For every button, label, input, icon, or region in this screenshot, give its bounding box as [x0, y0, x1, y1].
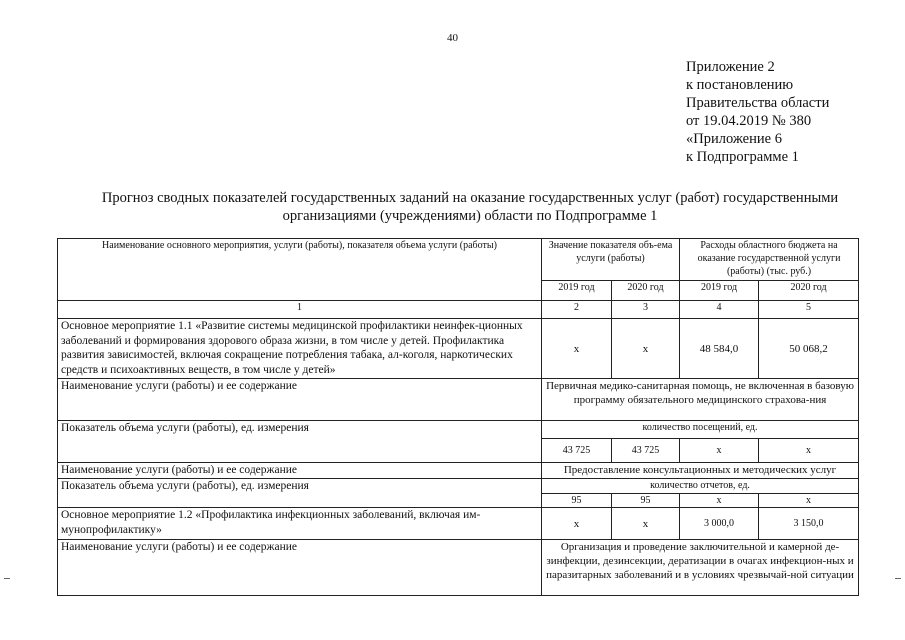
page-number: 40 — [447, 32, 458, 44]
activity-name: Основное мероприятие 1.1 «Развитие системы медицинской профилактики неинфек-ционных заболеваний и формирования здорового образа жизни, в том числе у детей. Профилактика развития зависимостей, включая сокращение потребления табака, ал-коголя, наркотических средств и психоактивных веществ, в том числе у детей» — [58, 319, 542, 379]
service-content: Первичная медико-санитарная помощь, не включенная в базовую программу обязательного медицинского страхова-ния — [542, 379, 859, 421]
header-year: 2019 год — [542, 281, 612, 301]
service-content: Предоставление консультационных и методических услуг — [542, 463, 859, 479]
table-row — [58, 421, 859, 439]
appendix-header — [686, 58, 829, 166]
title-line: Прогноз сводных показателей государственных заданий на оказание государственных услуг (работ) государственными — [101, 190, 839, 206]
scan-mark — [4, 578, 10, 579]
cell-value: 50 068,2 — [759, 319, 859, 379]
appendix-line: Приложение 2 — [686, 59, 775, 75]
scan-mark — [895, 578, 901, 579]
cell-value: х — [680, 439, 759, 463]
column-number: 3 — [612, 301, 680, 319]
cell-value: х — [542, 319, 612, 379]
row-label: Показатель объема услуги (работы), ед. измерения — [58, 479, 542, 508]
table-row — [58, 319, 859, 379]
cell-value: х — [680, 494, 759, 508]
table-row — [58, 479, 859, 494]
document-title — [40, 189, 900, 225]
table-row — [58, 508, 859, 540]
cell-value: х — [542, 508, 612, 540]
forecast-table — [57, 238, 859, 596]
cell-value: 48 584,0 — [680, 319, 759, 379]
row-label: Наименование услуги (работы) и ее содержание — [58, 379, 542, 421]
table-row — [58, 463, 859, 479]
cell-value: 3 000,0 — [680, 508, 759, 540]
appendix-line: «Приложение 6 — [686, 131, 782, 147]
header-name: Наименование основного мероприятия, услуги (работы), показателя объема услуги (работы) — [58, 239, 542, 301]
indicator-unit: количество посещений, ед. — [542, 421, 859, 439]
table-row — [58, 379, 859, 421]
row-label: Наименование услуги (работы) и ее содержание — [58, 463, 542, 479]
appendix-line: от 19.04.2019 № 380 — [686, 113, 812, 129]
title-line: организациями (учреждениями) области по Подпрограмме 1 — [282, 208, 658, 224]
cell-value: х — [759, 494, 859, 508]
appendix-line: к постановлению — [686, 77, 794, 93]
activity-name: Основное мероприятие 1.2 «Профилактика инфекционных заболеваний, включая им-мунопрофилактику» — [58, 508, 542, 540]
header-expense-group: Расходы областного бюджета на оказание государственной услуги (работы) (тыс. руб.) — [680, 239, 859, 281]
column-number: 5 — [759, 301, 859, 319]
service-content: Организация и проведение заключительной и камерной де-зинфекции, дезинсекции, дератизации в очагах инфекцион-ных и паразитарных заболеваний и в условиях чрезвычай-ной ситуации — [542, 540, 859, 596]
cell-value: 3 150,0 — [759, 508, 859, 540]
row-label: Наименование услуги (работы) и ее содержание — [58, 540, 542, 596]
table-row — [58, 540, 859, 596]
header-value-group: Значение показателя объ-ема услуги (работы) — [542, 239, 680, 281]
header-year: 2020 год — [759, 281, 859, 301]
indicator-unit: количество отчетов, ед. — [542, 479, 859, 494]
cell-value: х — [759, 439, 859, 463]
appendix-line: Правительства области — [686, 95, 830, 111]
cell-value: х — [612, 319, 680, 379]
appendix-line: к Подпрограмме 1 — [686, 149, 799, 165]
column-number-row — [58, 301, 859, 319]
cell-value: 43 725 — [612, 439, 680, 463]
header-year: 2020 год — [612, 281, 680, 301]
header-year: 2019 год — [680, 281, 759, 301]
column-number: 2 — [542, 301, 612, 319]
row-label: Показатель объема услуги (работы), ед. измерения — [58, 421, 542, 463]
cell-value: 43 725 — [542, 439, 612, 463]
cell-value: х — [612, 508, 680, 540]
cell-value: 95 — [612, 494, 680, 508]
column-number: 1 — [58, 301, 542, 319]
column-number: 4 — [680, 301, 759, 319]
cell-value: 95 — [542, 494, 612, 508]
